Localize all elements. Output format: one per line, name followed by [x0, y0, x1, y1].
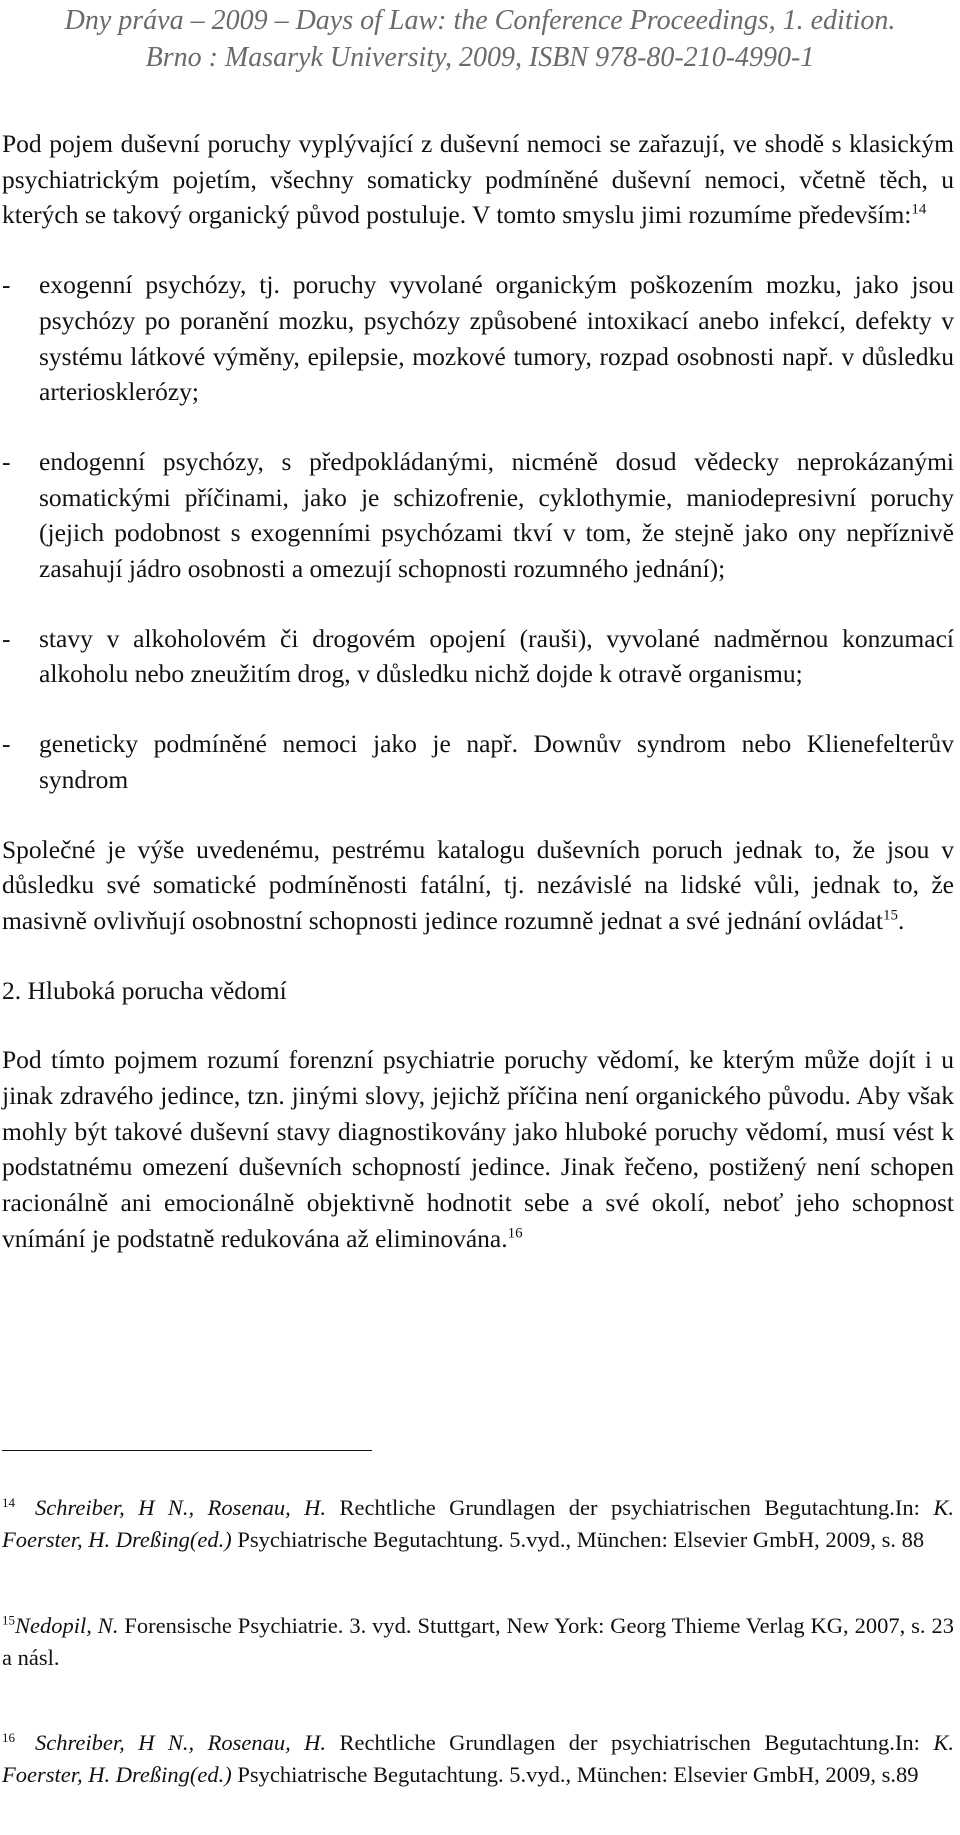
running-header: [0, 2, 960, 76]
footnote-number: 15: [2, 1612, 15, 1628]
header-line-1: Dny práva – 2009 – Days of Law: the Conference Proceedings, 1. edition.: [64, 5, 896, 36]
footnote-number: 16: [2, 1729, 15, 1745]
list-dash: -: [2, 623, 11, 653]
list-dash: -: [2, 270, 11, 300]
list-dash: -: [2, 729, 11, 759]
footnote-14: $^{14}$ Schreiber, H N., Rosenau, H. Rechtliche Grundlagen der psychiatrischen Begutachtung.In: K. Foerster, H. Dreßing(ed.) Psychiatrische Begutachtung. 5.vyd., München: Elsevier GmbH, 2009, s. 88: [2, 1494, 955, 1552]
footnote-author: Schreiber, H N., Rosenau, H.: [35, 1495, 327, 1520]
footnote-author: Nedopil, N.: [15, 1613, 119, 1638]
footnote-ref-16[interactable]: 16: [507, 1225, 523, 1242]
list-dash: -: [2, 446, 11, 476]
footnote-15: $^{15}$Nedopil, N. Forensische Psychiatrie. 3. vyd. Stuttgart, New York: Georg Thieme Verlag KG, 2007, s. 23 a násl.: [2, 1612, 954, 1670]
main-text: [2, 126, 954, 1257]
list-item-text: exogenní psychózy, tj. poruchy vyvolané organickým poškozením mozku, jako jsou psychózy po poranění mozku, psychózy způsobené intoxikací anebo infekcí, defekty v systému látkové výměny, epilepsie, mozkové tumory, rozpad osobnosti např. v důsledku arteriosklerózy;: [39, 270, 954, 407]
list-item: [2, 621, 954, 692]
list-item: [2, 444, 954, 587]
list-item-text: stavy v alkoholovém či drogovém opojení (rauši), vyvolané nadměrnou konzumací alkoholu nebo zneužitím drog, v důsledku nichž dojde k otravě organismu;: [39, 623, 954, 689]
list-item: [2, 267, 954, 410]
footnote-author: Schreiber, H N., Rosenau, H.: [35, 1730, 327, 1755]
intro-text: Pod pojem duševní poruchy vyplývající z duševní nemoci se zařazují, ve shodě s klasickým psychiatrickým pojetím, všechny somaticky podmíněné duševní nemoci, včetně těch, u kterých se takový organický původ postuluje. V tomto smyslu jimi rozumíme především:: [2, 129, 954, 230]
footnote-separator: [2, 1450, 372, 1451]
footnote-ref-14[interactable]: 14: [911, 201, 927, 218]
intro-paragraph: [2, 126, 954, 233]
section-heading: 2. Hluboká porucha vědomí: [2, 975, 287, 1005]
footnote-ref-15[interactable]: 15: [882, 907, 898, 924]
list-item-text: endogenní psychózy, s předpokládanými, nicméně dosud vědecky neprokázanými somatickými příčinami, jako je schizofrenie, cyklothymie, maniodepresivní poruchy (jejich podobnost s exogenními psychózami tkví v tom, že stejně jako ony nepříznivě zasahují jádro osobnosti a omezují schopnosti rozumného jednání);: [39, 446, 954, 584]
summary-text: Společné je výše uvedenému, pestrému katalogu duševních poruch jednak to, že jsou v důsledku své somatické podmíněnosti fatální, tj. nezávislé na lidské vůli, jednak to, že masivně ovlivňují osobnostní schopnosti jedince rozumně jednat a své jednání ovládat: [2, 834, 954, 935]
footnote-16: $^{16}$ Schreiber, H N., Rosenau, H. Rechtliche Grundlagen der psychiatrischen Begutachtung.In: K. Foerster, H. Dreßing(ed.) Psychiatrische Begutachtung. 5.vyd., München: Elsevier GmbH, 2009, s.89: [2, 1729, 955, 1787]
footnote-editor: K. Foerster, H. Dreßing(ed.): [2, 1495, 955, 1552]
list-item: [2, 726, 954, 797]
section-paragraph: [2, 1042, 954, 1256]
section-text: Pod tímto pojmem rozumí forenzní psychiatrie poruchy vědomí, ke kterým může dojít i u jinak zdravého jedince, tzn. jinými slovy, jejichž příčina není organického původu. Aby však mohly být takové duševní stavy diagnostikovány jako hluboké poruchy vědomí, musí vést k podstatnému omezení duševních schopností jedince. Jinak řečeno, postižený není schopen racionálně ani emocionálně objektivně hodnotit sebe a své okolí, neboť jeho schopnost vnímání je podstatně redukována až eliminována.: [2, 1045, 954, 1253]
footnote-editor: K. Foerster, H. Dreßing(ed.): [2, 1730, 955, 1787]
summary-paragraph: Společné je výše uvedenému, pestrému katalogu duševních poruch jednak to, že jsou v důsledku své somatické podmíněnosti fatální, tj. nezávislé na lidské vůli, jednak to, že masivně ovlivňují osobnostní schopnosti jedince rozumně jednat a své jednání ovládat$^{15}$.: [2, 834, 954, 935]
list-item-text: geneticky podmíněné nemoci jako je např. Downův syndrom nebo Klienefelterův syndrom: [39, 729, 954, 794]
header-line-2: Brno : Masaryk University, 2009, ISBN 978-80-210-4990-1: [145, 42, 815, 73]
footnote-number: 14: [2, 1494, 15, 1510]
